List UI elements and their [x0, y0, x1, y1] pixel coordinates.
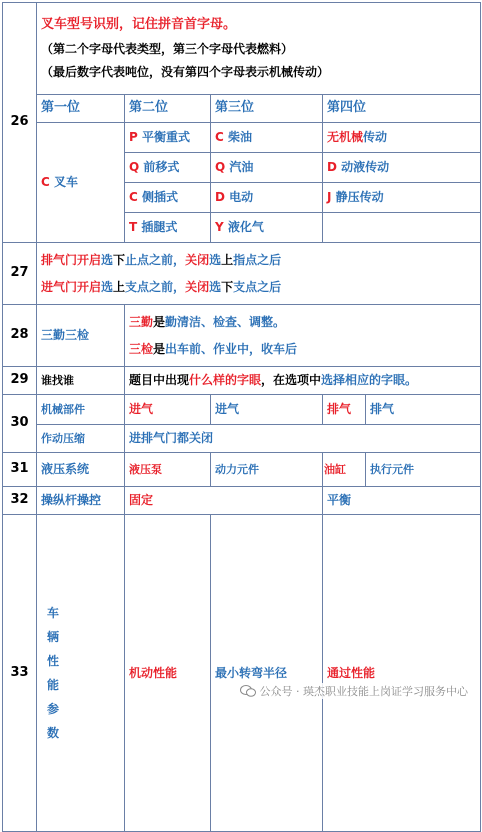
r26-drive-d [323, 153, 481, 183]
r31-label: 液压系统 [37, 453, 125, 487]
letter: Q [129, 160, 140, 174]
meaning: 液化气 [227, 220, 264, 234]
label-char: 数 [47, 726, 60, 741]
text-run: 止点之前， [125, 252, 186, 267]
row-number-32: 32 [3, 487, 37, 515]
letter: Y [215, 220, 224, 234]
text-run: 选择相应的字眼。 [321, 373, 418, 387]
r28-label: 三勤三检 [37, 305, 125, 367]
row-number-26: 26 [3, 3, 37, 243]
text-run: 勤清洁、检查、调整。 [165, 314, 286, 329]
letter: Q [215, 160, 226, 174]
r28-line1 [129, 315, 476, 330]
document-sheet [2, 2, 480, 741]
letter: D [327, 160, 337, 174]
watermark [240, 683, 469, 699]
r32-cell-1: 固定 [125, 487, 323, 515]
r26-type-q [125, 153, 211, 183]
r32-label: 操纵杆操控 [37, 487, 125, 515]
text-run: 下 [221, 279, 234, 294]
label-char: 能 [47, 678, 60, 693]
meaning: 插腿式 [141, 220, 178, 234]
r26-fuel-d [211, 183, 323, 213]
text-run: 上 [221, 252, 234, 267]
text-run: 上 [113, 279, 126, 294]
text-run: 是 [153, 341, 166, 356]
r26-first-position [37, 123, 125, 243]
r26-header-2: 第二位 [125, 95, 211, 123]
text-run: 是 [153, 314, 166, 329]
r26-fuel-q [211, 153, 323, 183]
text-run: 指点之后 [233, 252, 282, 267]
letter: C [129, 190, 138, 204]
r27-content [37, 243, 481, 305]
letter: J [327, 190, 332, 204]
text-run: 选 [209, 252, 222, 267]
text-run: 支点之前， [125, 279, 186, 294]
letter: C [41, 175, 50, 189]
label-char: 性 [47, 654, 60, 669]
meaning: 汽油 [229, 160, 254, 174]
r28-line2 [129, 342, 476, 357]
text-run: 题目中出现 [129, 373, 190, 387]
r33-cell-2: 最小转弯半径 [211, 515, 323, 832]
label-char: 参 [47, 702, 60, 717]
r29-content [125, 367, 481, 395]
label-char: 车 [47, 606, 60, 621]
r26-type-t [125, 213, 211, 243]
meaning: 动液传动 [341, 160, 390, 174]
text-run: 支点之后 [233, 279, 282, 294]
text-run: 关闭 [185, 252, 210, 267]
r26-fuel-c [211, 123, 323, 153]
meaning: 平衡重式 [141, 130, 190, 144]
meaning: 电动 [229, 190, 254, 204]
letter: T [129, 220, 138, 234]
r31-cell-2: 动力元件 [211, 453, 323, 487]
meaning: 侧插式 [142, 190, 179, 204]
r26-header-4: 第四位 [323, 95, 481, 123]
text-run: 排气门开启 [41, 252, 102, 267]
r32-cell-2: 平衡 [323, 487, 481, 515]
r30-cell-1: 进气 [125, 395, 211, 425]
text-run: 三勤 [129, 314, 154, 329]
r26-fuel-y [211, 213, 323, 243]
r30-mechanical-label: 机械部件 [37, 395, 125, 425]
r26-line3: （最后数字代表吨位，没有第四个字母表示机械传动） [41, 64, 330, 79]
row-number-28: 28 [3, 305, 37, 367]
r30-compression-text: 进排气门都关闭 [125, 425, 481, 453]
r33-cell-1: 机动性能 [125, 515, 211, 832]
r30-cell-4: 排气 [366, 395, 481, 425]
r26-header-3: 第三位 [211, 95, 323, 123]
meaning: 传动 [363, 130, 388, 144]
r30-cell-3: 排气 [323, 395, 366, 425]
forklift-notes-table [2, 2, 481, 832]
text-run: 选 [101, 252, 114, 267]
r27-line2 [41, 280, 476, 295]
text-run: 下 [113, 252, 126, 267]
r31-cell-3: 油缸 [323, 453, 366, 487]
r33-label [37, 515, 125, 832]
text-run: 关闭 [185, 279, 210, 294]
letter: P [129, 130, 138, 144]
meaning: 柴油 [228, 130, 253, 144]
r27-line1 [41, 253, 476, 268]
row-number-30: 30 [3, 395, 37, 453]
text-run: 什么样的字眼 [189, 373, 262, 387]
r30-compression-label: 作动压缩 [37, 425, 125, 453]
row-number-31: 31 [3, 453, 37, 487]
text-run: 进气门开启 [41, 279, 102, 294]
r26-type-c [125, 183, 211, 213]
r26-intro [37, 3, 481, 95]
text-run: 选 [209, 279, 222, 294]
row-number-27: 27 [3, 243, 37, 305]
meaning: 前移式 [143, 160, 180, 174]
r29-label: 谁找谁 [37, 367, 125, 395]
meaning: 静压传动 [335, 190, 384, 204]
meaning: 叉车 [54, 175, 79, 189]
label-char: 辆 [47, 630, 60, 645]
r26-drive-j [323, 183, 481, 213]
row-number-29: 29 [3, 367, 37, 395]
letter: C [215, 130, 224, 144]
r31-cell-4: 执行元件 [366, 453, 481, 487]
watermark-text: 公众号 · 瑛杰职业技能上岗证学习服务中心 [259, 685, 468, 698]
text-run: ，在选项中 [261, 373, 322, 387]
r26-line1: 叉车型号识别，记住拼音首字母。 [41, 17, 237, 33]
letter: D [215, 190, 225, 204]
r28-content [125, 305, 481, 367]
r26-drive-none [323, 123, 481, 153]
r31-cell-1: 液压泵 [125, 453, 211, 487]
text-run: 出车前、作业中，收车后 [165, 341, 298, 356]
text-run: 三检 [129, 341, 154, 356]
wechat-icon [240, 685, 256, 697]
letter: 无机械 [327, 130, 364, 144]
r30-cell-2: 进气 [211, 395, 323, 425]
r26-type-p [125, 123, 211, 153]
r33-cell-3: 通过性能 [323, 515, 481, 832]
row-number-33: 33 [3, 515, 37, 832]
r26-drive-empty [323, 213, 481, 243]
r26-header-1: 第一位 [37, 95, 125, 123]
text-run: 选 [101, 279, 114, 294]
r26-line2: （第二个字母代表类型，第三个字母代表燃料） [41, 41, 294, 56]
